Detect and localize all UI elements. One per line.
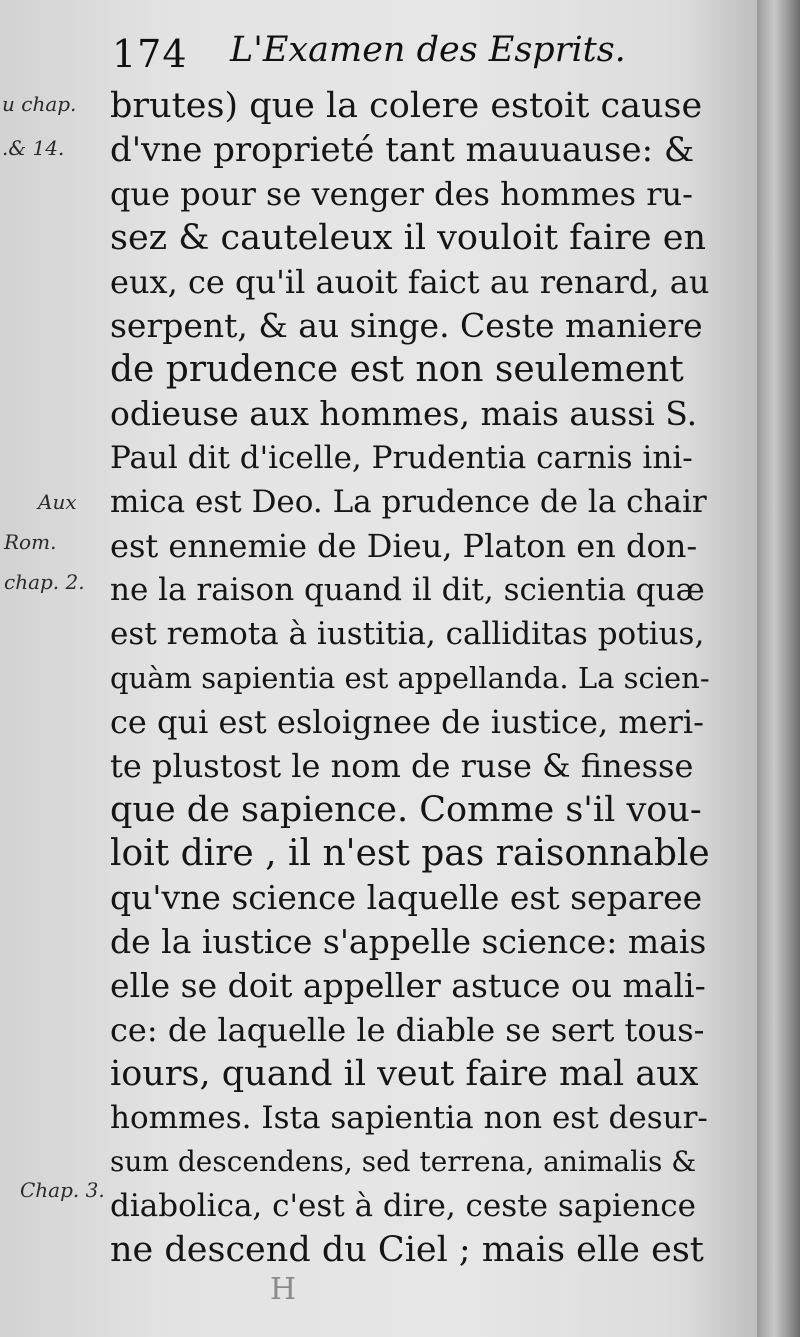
- text-line: d'vne proprieté tant mauuause: &: [110, 130, 695, 170]
- text-line: est ennemie de Dieu, Platon en don-: [110, 527, 698, 565]
- text-line: que de sapience. Comme s'il vou-: [110, 790, 702, 830]
- margin-note-chap3: Chap. 3.: [20, 1178, 105, 1202]
- text-line: ce: de laquelle le diable se sert tous-: [110, 1011, 705, 1049]
- text-line: diabolica, c'est à dire, ceste sapience: [110, 1188, 696, 1224]
- margin-note-aux: Aux: [38, 490, 77, 514]
- signature-mark: H: [270, 1272, 303, 1307]
- margin-note-14: .& 14.: [2, 136, 65, 160]
- text-line: serpent, & au singe. Ceste maniere: [110, 306, 703, 345]
- margin-note-chap: u chap.: [2, 92, 77, 116]
- running-title: L'Examen des Esprits.: [230, 30, 626, 70]
- text-line: de prudence est non seulement: [110, 349, 684, 390]
- text-line: qu'vne science laquelle est separee: [110, 878, 703, 917]
- page-number: 174: [112, 32, 188, 76]
- text-line: elle se doit appeller astuce ou mali-: [110, 966, 706, 1005]
- page-header: [112, 28, 632, 80]
- text-line: mica est Deo. La prudence de la chair: [110, 484, 707, 520]
- text-line: iours, quand il veut faire mal aux: [110, 1054, 699, 1094]
- text-line: que pour se venger des hommes ru-: [110, 175, 693, 213]
- text-line: ne descend du Ciel ; mais elle est: [110, 1230, 704, 1270]
- text-line: sum descendens, sed terrena, animalis &: [110, 1145, 697, 1178]
- text-line: hommes. Ista sapientia non est desur-: [110, 1100, 708, 1136]
- text-line: loit dire , il n'est pas raisonnable: [110, 833, 710, 874]
- text-line: sez & cauteleux il vouloit faire en: [110, 218, 707, 258]
- text-line: odieuse aux hommes, mais aussi S.: [110, 394, 698, 433]
- text-line: Paul dit d'icelle, Prudentia carnis ini-: [110, 440, 693, 476]
- text-line: brutes) que la colere estoit cause: [110, 86, 703, 126]
- text-line: est remota à iustitia, calliditas potius,: [110, 616, 705, 652]
- margin-note-chap2: chap. 2.: [4, 570, 85, 594]
- margin-note-rom: Rom.: [4, 530, 57, 554]
- text-line: eux, ce qu'il auoit faict au renard, au: [110, 263, 710, 301]
- text-line: de la iustice s'appelle science: mais: [110, 922, 707, 961]
- text-line: quàm sapientia est appellanda. La scien-: [110, 661, 710, 695]
- text-line: te plustost le nom de ruse & finesse: [110, 747, 694, 785]
- text-line: ne la raison quand il dit, scientia quæ: [110, 572, 705, 608]
- page-edge: [757, 0, 800, 1337]
- text-line: ce qui est esloignee de iustice, meri-: [110, 703, 704, 741]
